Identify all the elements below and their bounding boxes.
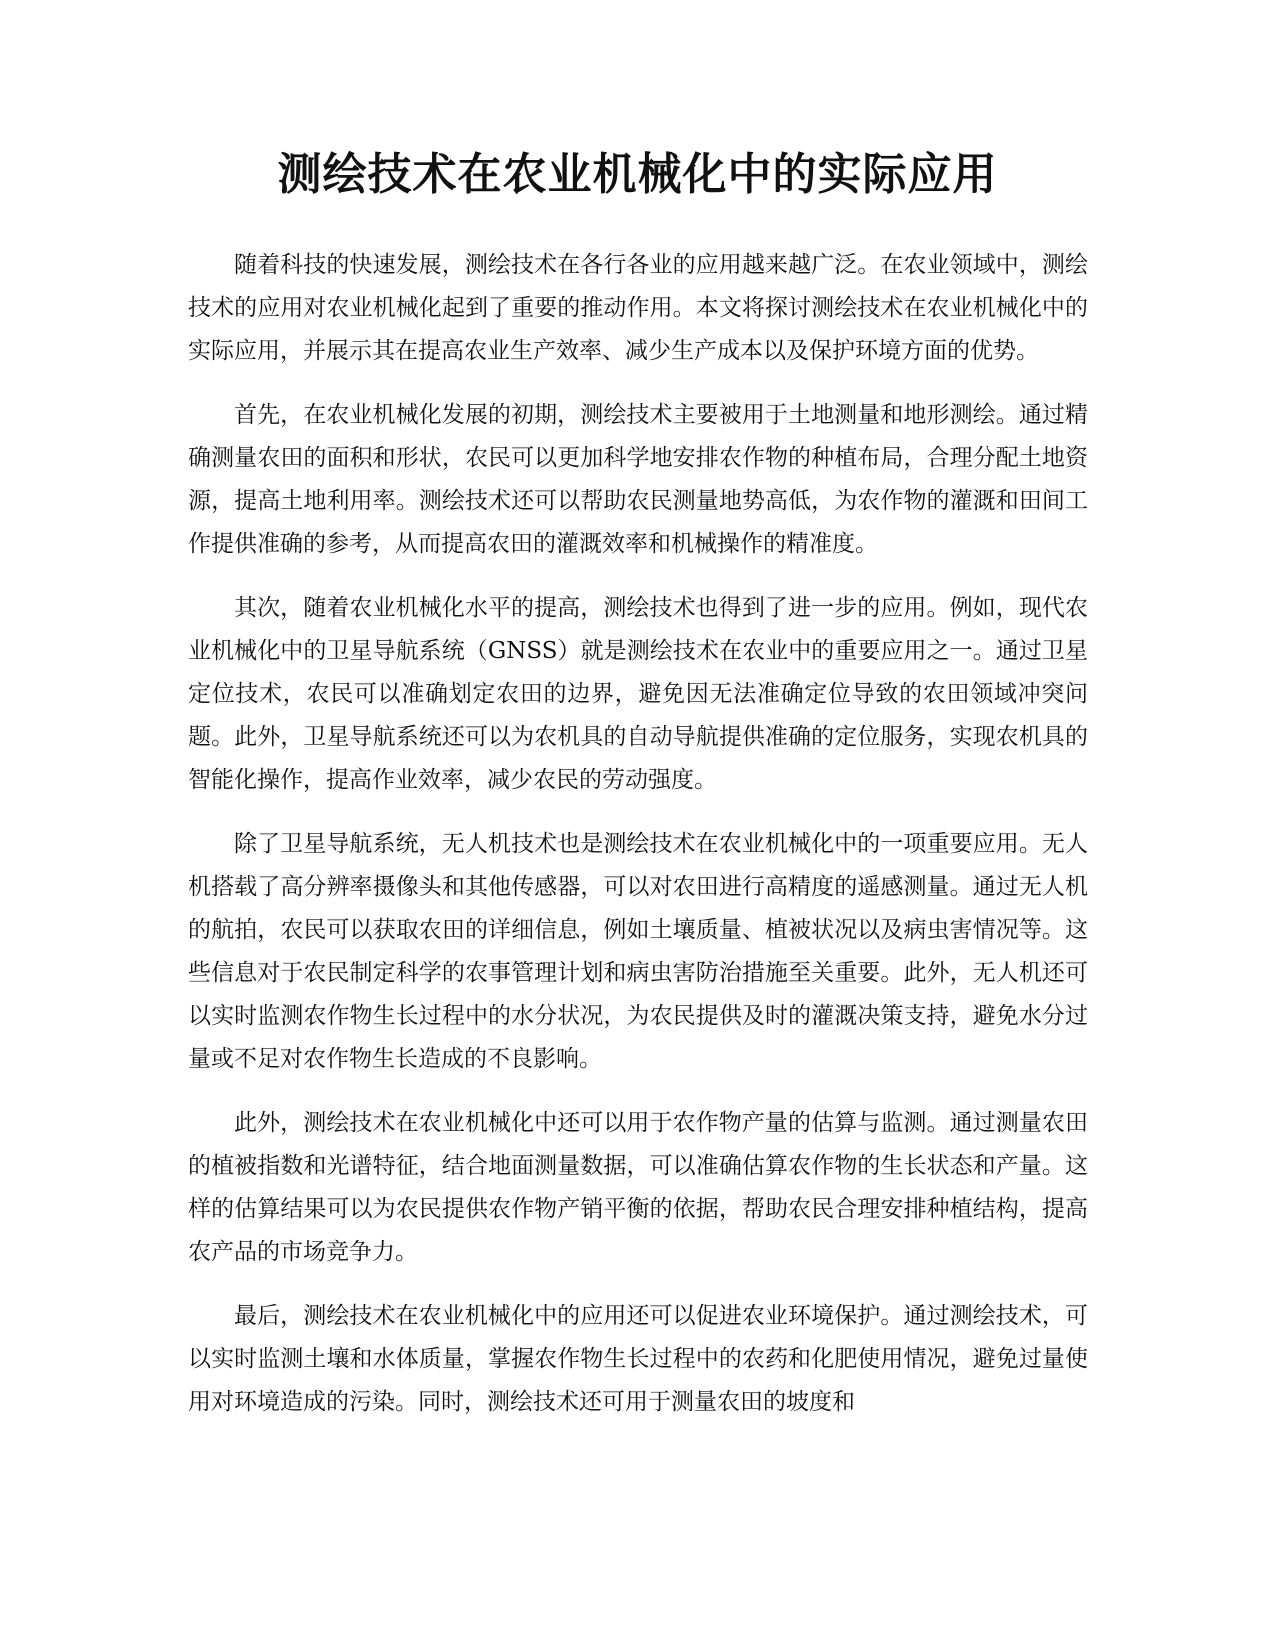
document-title: 测绘技术在农业机械化中的实际应用 bbox=[277, 149, 998, 200]
paragraph-6: 最后，测绘技术在农业机械化中的应用还可以促进农业环境保护。通过测绘技术，可以实时监测土壤和水体质量，掌握农作物生长过程中的农药和化肥使用情况，避免过量使用对环境造成的污染。同时，测绘技术还可用于测量农田的坡度和 bbox=[188, 1303, 1088, 1415]
paragraph-5: 此外，测绘技术在农业机械化中还可以用于农作物产量的估算与监测。通过测量农田的植被指数和光谱特征，结合地面测量数据，可以准确估算农作物的生长状态和产量。这样的估算结果可以为农民提供农作物产销平衡的依据，帮助农民合理安排种植结构，提高农产品的市场竞争力。 bbox=[188, 1110, 1088, 1265]
document-body bbox=[188, 244, 1088, 1445]
paragraph-4: 除了卫星导航系统，无人机技术也是测绘技术在农业机械化中的一项重要应用。无人机搭载了高分辨率摄像头和其他传感器，可以对农田进行高精度的遥感测量。通过无人机的航拍，农民可以获取农田的详细信息，例如土壤质量、植被状况以及病虫害情况等。这些信息对于农民制定科学的农事管理计划和病虫害防治措施至关重要。此外，无人机还可以实时监测农作物生长过程中的水分状况，为农民提供及时的灌溉决策支持，避免水分过量或不足对农作物生长造成的不良影响。 bbox=[188, 831, 1088, 1072]
paragraph-2: 首先，在农业机械化发展的初期，测绘技术主要被用于土地测量和地形测绘。通过精确测量农田的面积和形状，农民可以更加科学地安排农作物的种植布局，合理分配土地资源，提高土地利用率。测绘技术还可以帮助农民测量地势高低，为农作物的灌溉和田间工作提供准确的参考，从而提高农田的灌溉效率和机械操作的精准度。 bbox=[188, 402, 1088, 557]
paragraph-3: 其次，随着农业机械化水平的提高，测绘技术也得到了进一步的应用。例如，现代农业机械化中的卫星导航系统（GNSS）就是测绘技术在农业中的重要应用之一。通过卫星定位技术，农民可以准确划定农田的边界，避免因无法准确定位导致的农田领域冲突问题。此外，卫星导航系统还可以为农机具的自动导航提供准确的定位服务，实现农机具的智能化操作，提高作业效率，减少农民的劳动强度。 bbox=[188, 595, 1088, 793]
paragraph-1: 随着科技的快速发展，测绘技术在各行各业的应用越来越广泛。在农业领域中，测绘技术的应用对农业机械化起到了重要的推动作用。本文将探讨测绘技术在农业机械化中的实际应用，并展示其在提高农业生产效率、减少生产成本以及保护环境方面的优势。 bbox=[188, 252, 1088, 364]
